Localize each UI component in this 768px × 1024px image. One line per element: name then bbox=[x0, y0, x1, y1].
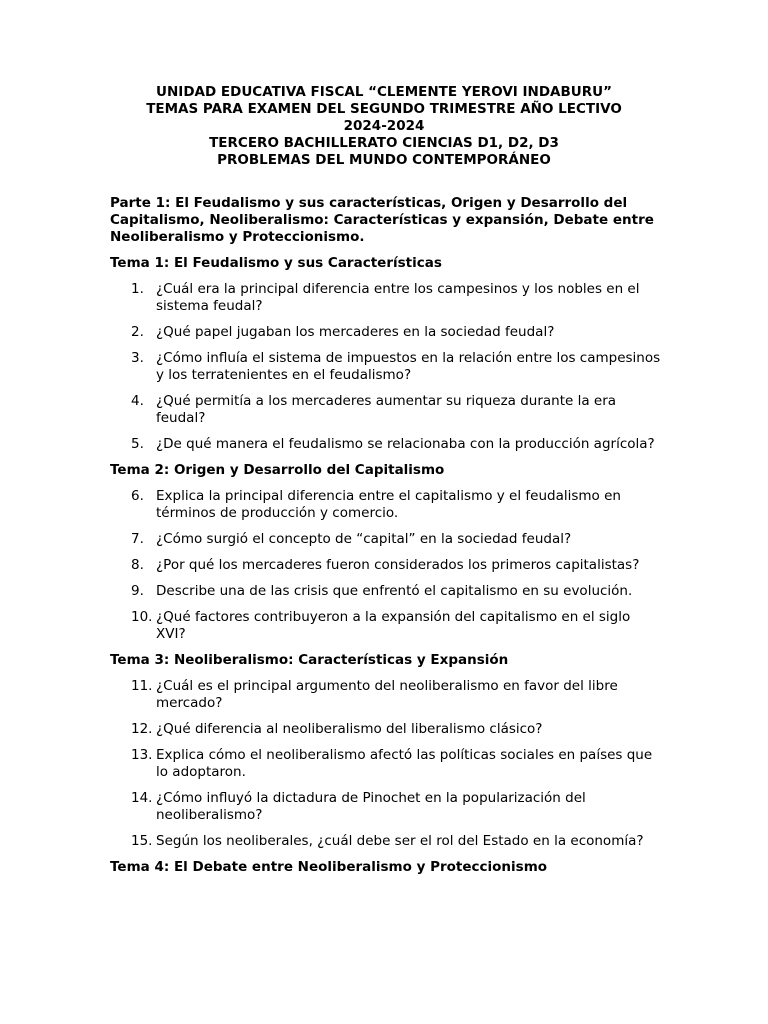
question-text: Según los neoliberales, ¿cuál debe ser el rol del Estado en la economía? bbox=[156, 833, 644, 849]
question-number: 11. bbox=[131, 678, 153, 694]
question-item bbox=[110, 531, 662, 548]
school-year: 2024-2024 bbox=[343, 118, 425, 134]
question-number: 3. bbox=[131, 350, 144, 366]
question-number: 15. bbox=[131, 833, 153, 849]
question-number: 9. bbox=[131, 583, 144, 599]
question-text: ¿Cuál era la principal diferencia entre los campesinos y los nobles en el sistema feudal? bbox=[156, 281, 640, 314]
question-item bbox=[110, 557, 662, 574]
question-item bbox=[110, 281, 662, 315]
question-text: ¿Qué papel jugaban los mercaderes en la sociedad feudal? bbox=[156, 324, 555, 340]
question-item bbox=[110, 350, 662, 384]
course-name: TERCERO BACHILLERATO CIENCIAS D1, D2, D3 bbox=[209, 135, 559, 151]
question-item bbox=[110, 833, 662, 850]
question-item bbox=[110, 436, 662, 453]
question-list bbox=[110, 281, 662, 453]
question-item bbox=[110, 393, 662, 427]
question-item bbox=[110, 583, 662, 600]
question-text: ¿Qué diferencia al neoliberalismo del liberalismo clásico? bbox=[156, 721, 543, 737]
question-number: 1. bbox=[131, 281, 144, 297]
question-number: 7. bbox=[131, 531, 144, 547]
question-text: Explica cómo el neoliberalismo afectó las políticas sociales en países que lo adoptaron. bbox=[156, 747, 653, 780]
question-item bbox=[110, 609, 662, 643]
exam-topics-title: TEMAS PARA EXAMEN DEL SEGUNDO TRIMESTRE AÑO LECTIVO bbox=[146, 101, 622, 117]
question-number: 13. bbox=[131, 747, 153, 763]
document-body bbox=[110, 195, 662, 885]
question-item bbox=[110, 678, 662, 712]
question-text: ¿Cómo influyó la dictadura de Pinochet en la popularización del neoliberalismo? bbox=[156, 790, 586, 823]
topic-heading: Tema 4: El Debate entre Neoliberalismo y Proteccionismo bbox=[110, 859, 548, 875]
question-number: 4. bbox=[131, 393, 144, 409]
topic-heading: Tema 2: Origen y Desarrollo del Capitalismo bbox=[110, 462, 445, 478]
question-text: ¿Por qué los mercaderes fueron considerados los primeros capitalistas? bbox=[156, 557, 640, 573]
question-item bbox=[110, 324, 662, 341]
question-item bbox=[110, 747, 662, 781]
question-item bbox=[110, 790, 662, 824]
question-text: Explica la principal diferencia entre el capitalismo y el feudalismo en términos de producción y comercio. bbox=[156, 488, 621, 521]
question-number: 6. bbox=[131, 488, 144, 504]
question-number: 2. bbox=[131, 324, 144, 340]
question-number: 14. bbox=[131, 790, 153, 806]
question-text: ¿Cómo surgió el concepto de “capital” en la sociedad feudal? bbox=[156, 531, 572, 547]
question-list bbox=[110, 488, 662, 643]
document-header bbox=[0, 84, 768, 169]
question-list bbox=[110, 678, 662, 850]
question-item bbox=[110, 721, 662, 738]
question-number: 5. bbox=[131, 436, 144, 452]
question-number: 12. bbox=[131, 721, 153, 737]
question-number: 10. bbox=[131, 609, 153, 625]
question-text: ¿Qué permitía a los mercaderes aumentar su riqueza durante la era feudal? bbox=[156, 393, 617, 426]
question-item bbox=[110, 488, 662, 522]
topic-heading: Tema 3: Neoliberalismo: Características y Expansión bbox=[110, 652, 509, 668]
question-text: ¿Qué factores contribuyeron a la expansión del capitalismo en el siglo XVI? bbox=[156, 609, 631, 642]
question-text: ¿De qué manera el feudalismo se relacionaba con la producción agrícola? bbox=[156, 436, 655, 452]
question-text: Describe una de las crisis que enfrentó el capitalismo en su evolución. bbox=[156, 583, 633, 599]
question-text: ¿Cuál es el principal argumento del neoliberalismo en favor del libre mercado? bbox=[156, 678, 618, 711]
question-text: ¿Cómo influía el sistema de impuestos en la relación entre los campesinos y los terratenientes en el feudalismo? bbox=[156, 350, 661, 383]
part-heading: Parte 1: El Feudalismo y sus características, Origen y Desarrollo del Capitalismo, Neoliberalismo: Características y expansión, Debate entre Neoliberalismo y Proteccionismo. bbox=[110, 195, 654, 245]
question-number: 8. bbox=[131, 557, 144, 573]
school-name: UNIDAD EDUCATIVA FISCAL “CLEMENTE YEROVI INDABURU” bbox=[156, 84, 612, 100]
topic-heading: Tema 1: El Feudalismo y sus Características bbox=[110, 255, 442, 271]
subject-name: PROBLEMAS DEL MUNDO CONTEMPORÁNEO bbox=[217, 152, 551, 168]
